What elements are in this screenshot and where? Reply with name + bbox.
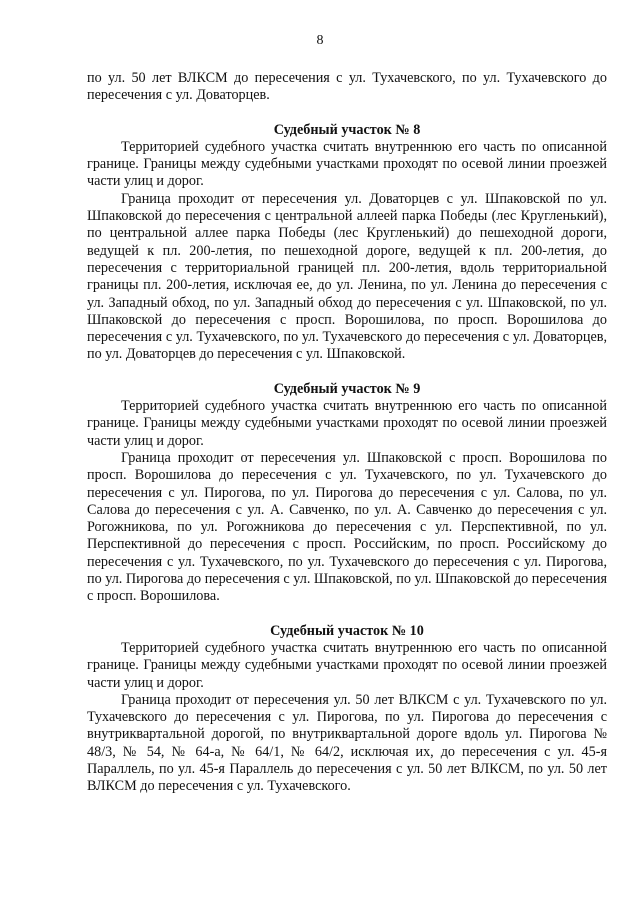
document-body — [87, 70, 607, 796]
section-court-district-9 — [87, 381, 607, 606]
section-paragraph: Территорией судебного участка считать внутреннюю его часть по описанной границе. Границы между судебными участками проходят по осевой линии проезжей части улиц и дорог. — [87, 138, 607, 190]
section-heading: Судебный участок № 10 — [270, 622, 424, 639]
spacer — [87, 606, 607, 623]
section-paragraph: Граница проходит от пересечения ул. Доваторцев с ул. Шпаковской по ул. Шпаковской до пересечения с центральной аллеей парка Победы (лес Кругленький), по центральной аллее парка Победы (лес Кругленький) до пешеходной дороги, ведущей к пл. 200-летия, по пешеходной дороге, ведущей к пл. 200-летия, до пересечения с территориальной границей пл. 200-летия, вдоль территориальной границы пл. 200-летия, исключая ее, до ул. Ленина, по ул. Ленина до пересечения с ул. Западный обход, по ул. Западный обход до пересечения с ул. Шпаковской, по ул. Шпаковской до пересечения с просп. Ворошилова, по просп. Ворошилова до пересечения с ул. Тухачевского, по ул. Тухачевского до пересечения с ул. Доваторцев, по ул. Доваторцев до пересечения с ул. Шпаковской. — [87, 190, 607, 363]
section-heading: Судебный участок № 8 — [273, 121, 421, 138]
section-heading: Судебный участок № 9 — [273, 380, 421, 397]
page-number: 8 — [316, 33, 324, 48]
section-court-district-10 — [87, 623, 607, 796]
section-court-district-8 — [87, 122, 607, 364]
section-paragraph: Территорией судебного участка считать внутреннюю его часть по описанной границе. Границы между судебными участками проходят по осевой линии проезжей части улиц и дорог. — [87, 639, 607, 691]
intro-paragraph: по ул. 50 лет ВЛКСМ до пересечения с ул. Тухачевского, по ул. Тухачевского до пересечения с ул. Доваторцев. — [87, 70, 607, 104]
section-paragraph: Граница проходит от пересечения ул. 50 лет ВЛКСМ с ул. Тухачевского по ул. Тухачевского до пересечения с ул. Пирогова, по ул. Пирогова до пересечения с внутриквартальной дорогой, по внутриквартальной дороге вдоль ул. Пирогова № 48/3, № 54, № 64-а, № 64/1, № 64/2, исключая их, до пересечения с ул. 45-я Параллель, по ул. 45-я Параллель до пересечения с ул. 50 лет ВЛКСМ, по ул. 50 лет ВЛКСМ до пересечения с ул. Тухачевского. — [87, 691, 607, 795]
section-paragraph: Граница проходит от пересечения ул. Шпаковской с просп. Ворошилова по просп. Ворошилова до пересечения с ул. Тухачевского, по ул. Тухачевского до пересечения с ул. Пирогова, по ул. Пирогова до пересечения с ул. Салова, по ул. Салова до пересечения с ул. А. Савченко, по ул. А. Савченко до пересечения с ул. Рогожникова, по ул. Рогожникова до пересечения с ул. Перспективной, по ул. Перспективной до пересечения с просп. Российским, по просп. Российскому до пересечения с ул. Тухачевского, по ул. Тухачевского до пересечения с ул. Пирогова, по ул. Пирогова до пересечения с ул. Шпаковской, по ул. Шпаковской до пересечения с просп. Ворошилова. — [87, 449, 607, 605]
section-paragraph: Территорией судебного участка считать внутреннюю его часть по описанной границе. Границы между судебными участками проходят по осевой линии проезжей части улиц и дорог. — [87, 398, 607, 449]
spacer — [87, 105, 607, 122]
spacer — [87, 364, 607, 381]
